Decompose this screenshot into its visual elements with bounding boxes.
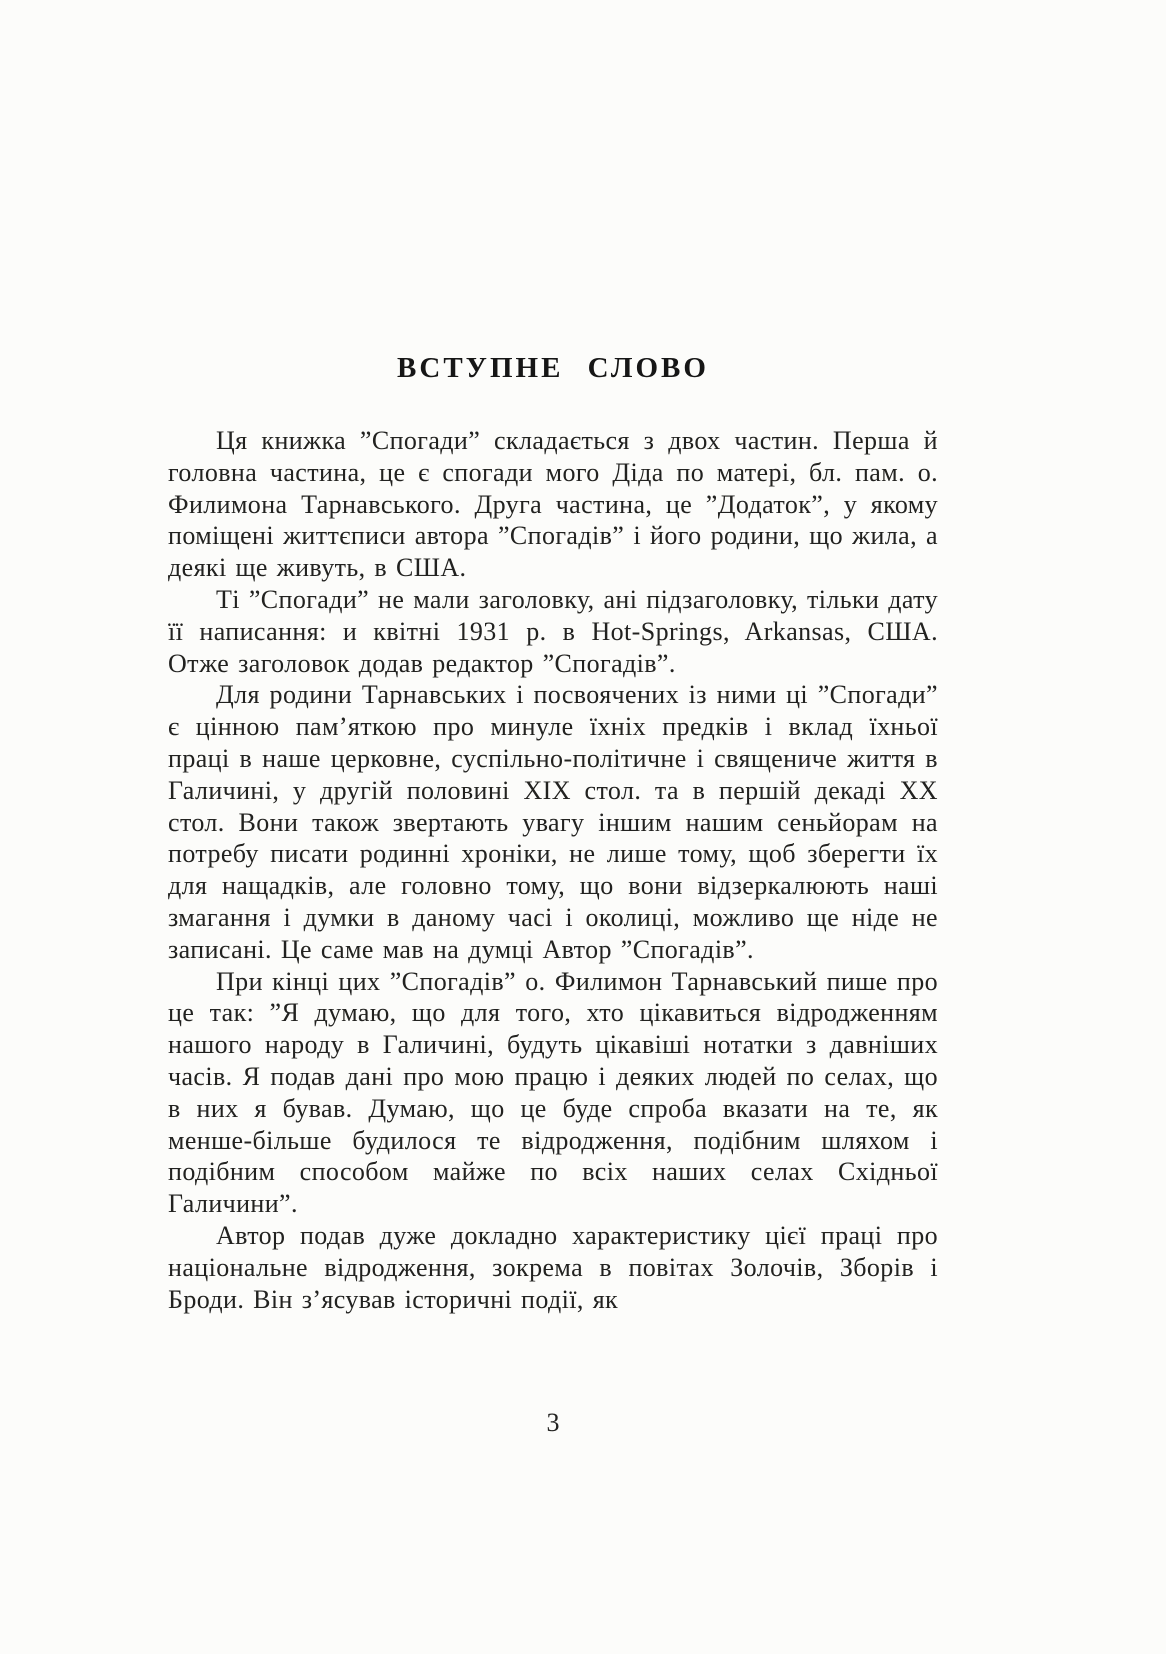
paragraph-2: Ті ”Спогади” не мали заголовку, ані підзаголовку, тільки дату її написання: и квітні 1931 р. в Hot-Springs, Arkansas, США. Отже заголовок додав редактор ”Спогадів”. xyxy=(168,584,938,678)
page-number: 3 xyxy=(546,1408,560,1437)
paragraph-4: При кінці цих ”Спогадів” о. Филимон Тарнавський пише про це так: ”Я думаю, що для того, хто цікавиться відродженням нашого народу в Галичині, будуть цікавіші нотатки з давніших часів. Я подав дані про мою працю і деяких людей по селах, що в них я бував. Думаю, що це буде спроба вказати на те, як менше-більше будилося те відродження, подібним шляхом і подібним способом майже по всіх наших селах Східньої Галичини”. xyxy=(168,966,938,1219)
paragraph-1: Ця книжка ”Спогади” складається з двох частин. Перша й головна частина, це є спогади мого Діда по матері, бл. пам. о. Филимона Тарнавського. Друга частина, це ”Додаток”, у якому поміщені життєписи автора ”Спогадів” і його родини, що жила, а деякі ще живуть, в США. xyxy=(168,426,938,583)
paragraph-3: Для родини Тарнавських і посвоячених із ними ці ”Спогади” є цінною пам’яткою про минуле їхніх предків і вклад їхньої праці в наше церковне, суспільно-політичне і священиче життя в Галичині, у другій половині XIX стол. та в першій декаді XX стол. Вони також звертають увагу іншим нашим сеньйорам на потребу писати родинні хроніки, не лише тому, щоб зберегти їх для нащадків, але головно тому, що вони відзеркалюють наші змагання і думки в даному часі і околиці, можливо ще ніде не записані. Це саме мав на думці Автор ”Спогадів”. xyxy=(168,680,938,964)
text-column xyxy=(168,352,938,1315)
page-title: ВСТУПНЕ СЛОВО xyxy=(397,352,709,384)
paragraph-5: Автор подав дуже докладно характеристику цієї праці про національне відродження, зокрема в повітах Золочів, Зборів і Броди. Він з’ясував історичні події, як xyxy=(168,1220,938,1314)
body-text xyxy=(168,425,938,1315)
